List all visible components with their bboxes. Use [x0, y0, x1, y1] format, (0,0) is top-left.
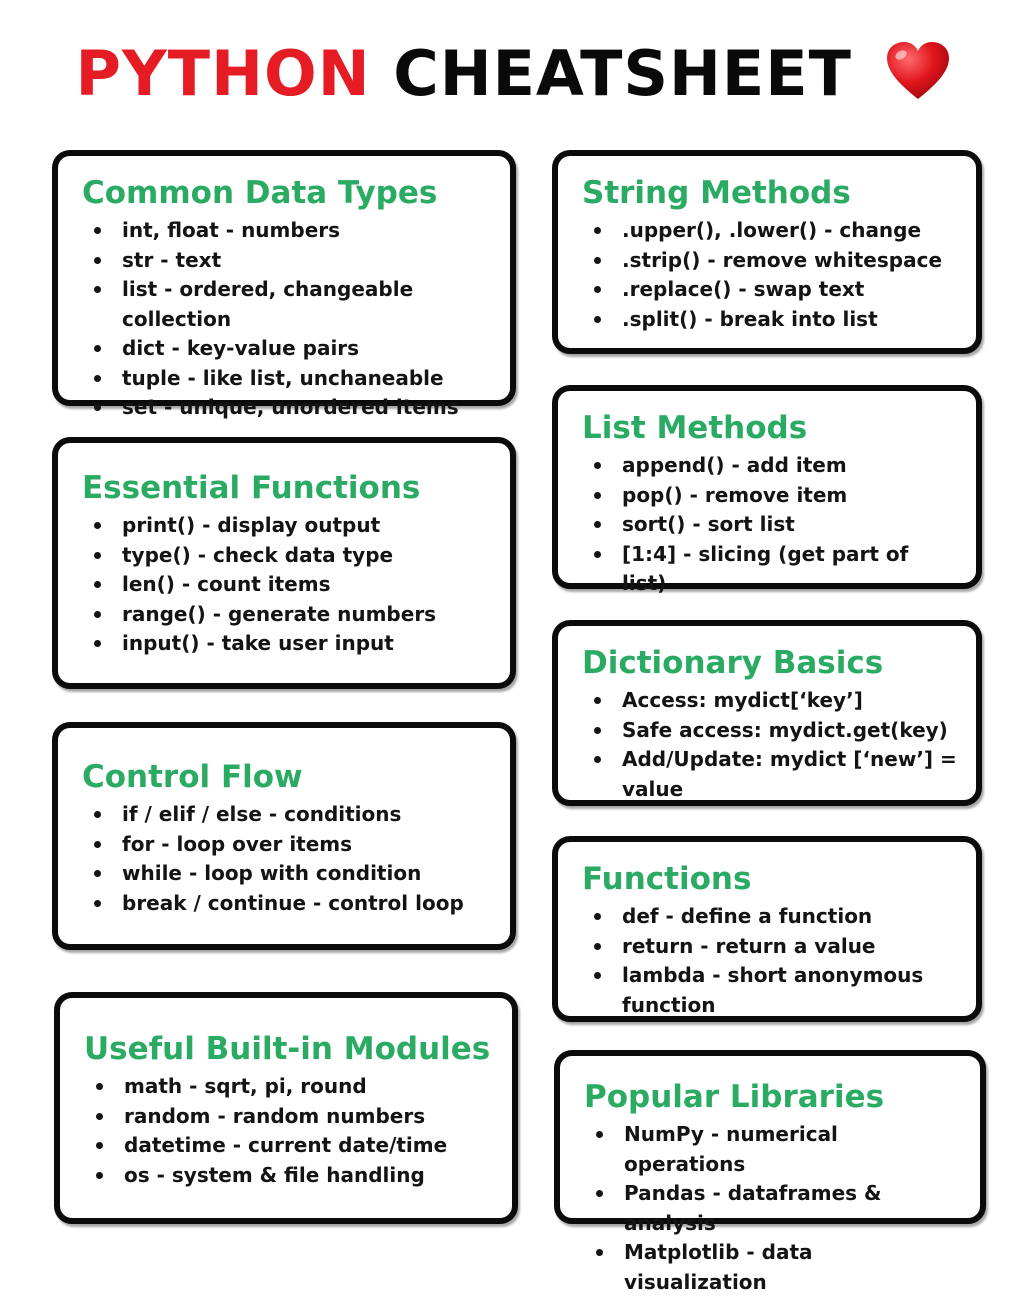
list-item: Pandas - dataframes & analysis	[584, 1179, 962, 1238]
list-item: if / elif / else - conditions	[82, 800, 492, 830]
list-item: append() - add item	[582, 451, 958, 481]
list-item: pop() - remove item	[582, 481, 958, 511]
list-item: datetime - current date/time	[84, 1131, 494, 1161]
card-heading: Essential Functions	[82, 470, 421, 506]
card-heading: Dictionary Basics	[582, 645, 884, 681]
list-item: str - text	[82, 246, 492, 276]
list-item: print() - display output	[82, 511, 492, 541]
list-item: sort() - sort list	[582, 510, 958, 540]
card-functions	[552, 836, 982, 1022]
list-item: .upper(), .lower() - change	[582, 216, 958, 246]
list-item: Access: mydict[‘key’]	[582, 686, 958, 716]
list-item: Matplotlib - data visualization	[584, 1238, 962, 1297]
list-item: while - loop with condition	[82, 859, 492, 889]
card-string-methods	[552, 150, 982, 354]
list-item: set - unique, unordered items	[82, 393, 492, 423]
card-heading: List Methods	[582, 410, 808, 446]
list-item: os - system & file handling	[84, 1161, 494, 1191]
card-heading: Functions	[582, 861, 752, 897]
list-item: lambda - short anonymous function	[582, 961, 958, 1020]
card-common-data-types	[52, 150, 516, 419]
list-item: [1:4] - slicing (get part of list)	[582, 540, 958, 599]
card-list-methods	[552, 385, 982, 595]
title-python: PYTHON	[75, 37, 371, 110]
list-item: dict - key-value pairs	[82, 334, 492, 364]
list-item: list - ordered, changeable collection	[82, 275, 492, 334]
list-item: .split() - break into list	[582, 305, 958, 335]
list-item: .replace() - swap text	[582, 275, 958, 305]
list-item: def - define a function	[582, 902, 958, 932]
list-item: Safe access: mydict.get(key)	[582, 716, 958, 746]
list-item: Add/Update: mydict [‘new’] = value	[582, 745, 958, 804]
card-dictionary-basics	[552, 620, 982, 806]
list-item: len() - count items	[82, 570, 492, 600]
card-heading: Control Flow	[82, 759, 303, 795]
card-built-in-modules	[54, 992, 518, 1224]
card-heading: Common Data Types	[82, 175, 438, 211]
heart-icon	[885, 41, 951, 118]
card-heading: String Methods	[582, 175, 851, 211]
page-title	[0, 36, 1026, 118]
list-item: math - sqrt, pi, round	[84, 1072, 494, 1102]
list-item: return - return a value	[582, 932, 958, 962]
list-item: type() - check data type	[82, 541, 492, 571]
list-item: for - loop over items	[82, 830, 492, 860]
list-item: break / continue - control loop	[82, 889, 492, 919]
list-item: range() - generate numbers	[82, 600, 492, 630]
card-heading: Useful Built-in Modules	[84, 1031, 491, 1067]
list-item: int, float - numbers	[82, 216, 492, 246]
list-item: .strip() - remove whitespace	[582, 246, 958, 276]
card-heading: Popular Libraries	[584, 1079, 885, 1115]
card-control-flow	[52, 722, 516, 950]
title-cheatsheet: CHEATSHEET	[393, 37, 852, 110]
list-item: input() - take user input	[82, 629, 492, 659]
list-item: random - random numbers	[84, 1102, 494, 1132]
card-popular-libraries	[554, 1050, 986, 1294]
list-item: tuple - like list, unchaneable	[82, 364, 492, 394]
card-essential-functions	[52, 437, 516, 689]
list-item: NumPy - numerical operations	[584, 1120, 962, 1179]
